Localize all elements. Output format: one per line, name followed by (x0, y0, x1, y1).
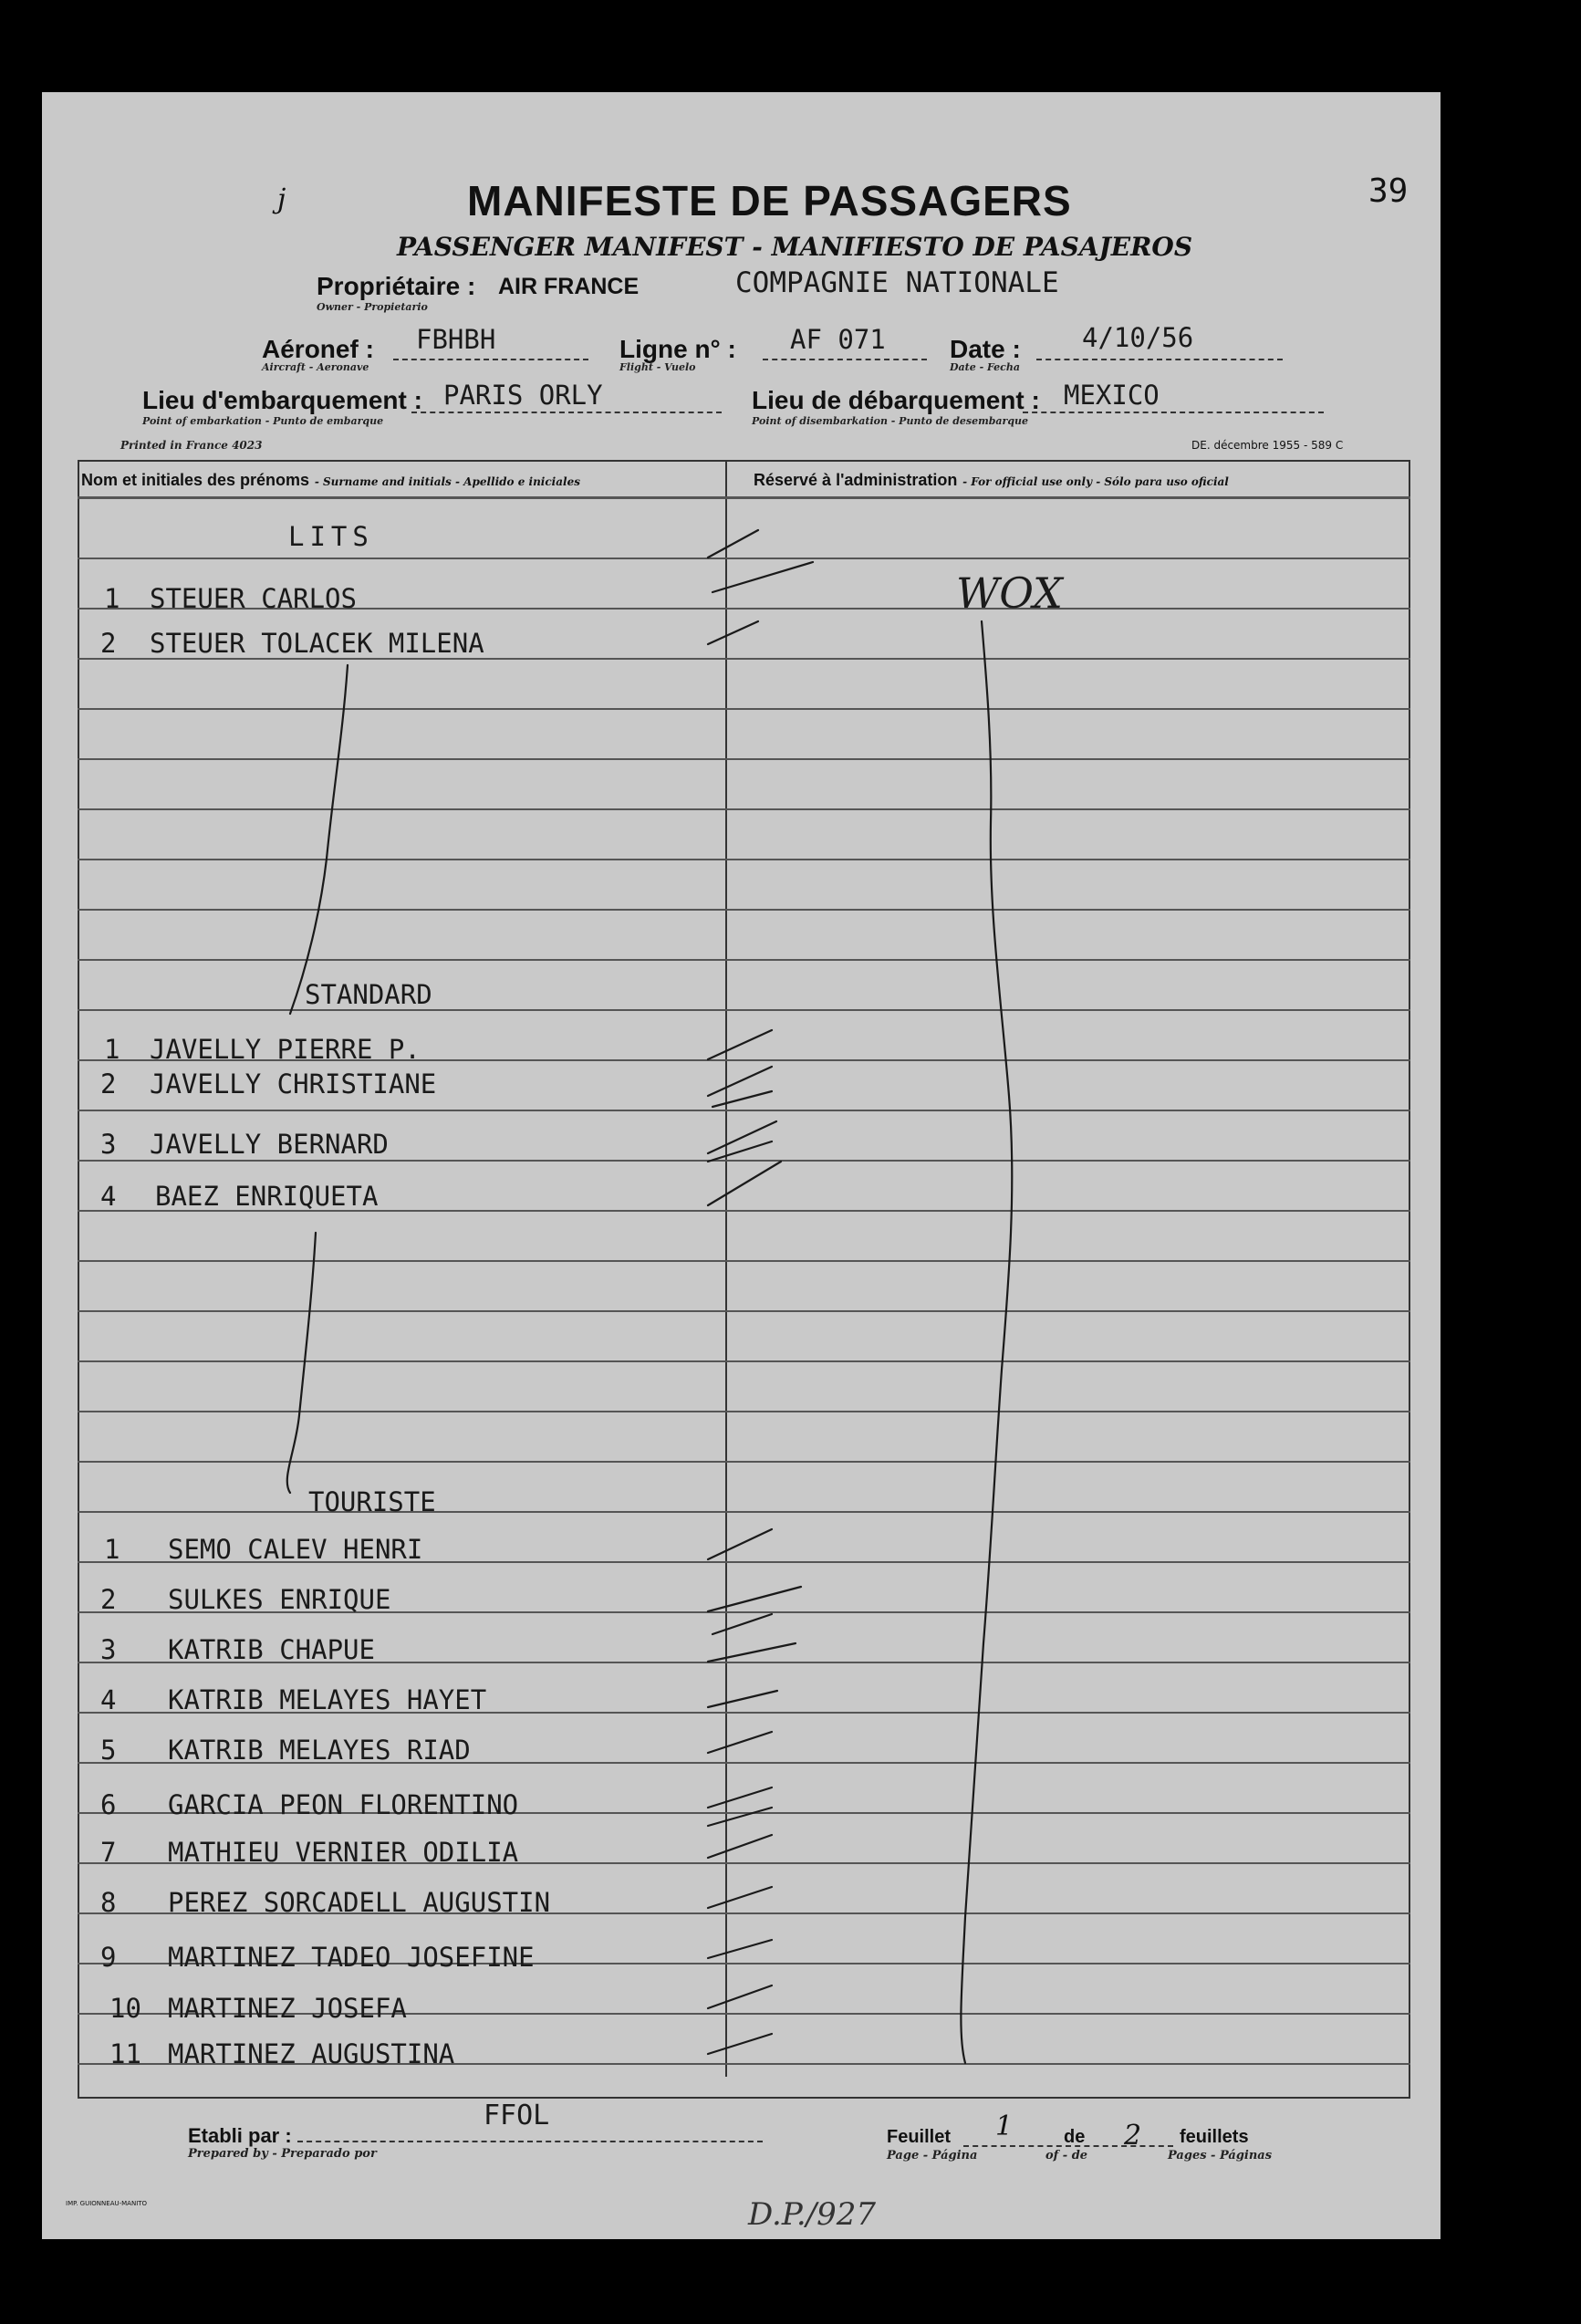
sheets-label: feuillets (1180, 2127, 1249, 2147)
of-label: de (1064, 2127, 1086, 2147)
owner-label: Propriétaire : (317, 272, 476, 300)
passenger-number: 1 (104, 1534, 120, 1565)
of-value: 2 (1124, 2120, 1142, 2152)
passenger-number: 7 (100, 1837, 117, 1868)
passenger-name: JAVELLY PIERRE P. (150, 1034, 421, 1065)
aircraft-value: FBHBH (416, 324, 496, 355)
passenger-name: MARTINEZ AUGUSTINA (168, 2038, 455, 2069)
col1-header-italic: - Surname and initials - Apellido e iniciales (314, 475, 580, 488)
passenger-number: 5 (100, 1735, 117, 1766)
embarkation-label: Lieu d'embarquement : (142, 386, 422, 414)
passenger-number: 8 (100, 1887, 117, 1918)
passenger-name: STEUER CARLOS (150, 583, 357, 614)
of-sublabel: of - de (1045, 2149, 1088, 2162)
passenger-number: 6 (100, 1789, 117, 1820)
passenger-number: 2 (100, 1584, 117, 1615)
passenger-number: 1 (104, 1034, 120, 1065)
prepared-by-value: FFOL (484, 2100, 550, 2131)
passenger-number: 4 (100, 1181, 117, 1212)
passenger-number: 2 (100, 628, 117, 659)
sheet-underline (963, 2145, 1173, 2147)
passenger-name: JAVELLY CHRISTIANE (150, 1068, 437, 1099)
passenger-number: 2 (100, 1068, 117, 1099)
sheet-label: Feuillet (887, 2127, 952, 2147)
flight-value: AF 071 (790, 324, 886, 355)
form-code: DE. décembre 1955 - 589 C (1191, 439, 1344, 452)
passenger-number: 11 (109, 2038, 141, 2069)
aircraft-underline (393, 359, 588, 360)
passenger-number: 10 (109, 1993, 141, 2024)
stray-pen-mark: j (277, 183, 286, 215)
date-underline (1036, 359, 1283, 360)
passenger-number: 1 (104, 583, 120, 614)
passenger-name: KATRIB MELAYES HAYET (168, 1684, 487, 1715)
printer-note: IMP. GUIONNEAU-MANITO (66, 2200, 148, 2207)
embarkation-value: PARIS ORLY (443, 380, 603, 411)
col1-header-bold: Nom et initiales des prénoms (81, 471, 310, 489)
prepared-by-label: Etabli par : (188, 2124, 292, 2147)
section-heading-touriste: TOURISTE (308, 1486, 436, 1517)
passenger-name: STEUER TOLACEK MILENA (150, 628, 484, 659)
owner-typed-value: COMPAGNIE NATIONALE (735, 266, 1059, 299)
embarkation-underline (411, 412, 722, 413)
archive-reference: D.P./927 (748, 2196, 877, 2233)
passenger-name: GARCIA PEON FLORENTINO (168, 1789, 519, 1820)
page-number: 39 (1368, 172, 1409, 210)
passenger-number: 3 (100, 1129, 117, 1160)
passenger-name: MARTINEZ JOSEFA (168, 1993, 407, 2024)
aircraft-sublabel: Aircraft - Aeronave (262, 361, 369, 373)
owner-sublabel: Owner - Propietario (317, 301, 428, 313)
section-heading-standard: STANDARD (305, 979, 432, 1010)
passenger-name: JAVELLY BERNARD (150, 1129, 389, 1160)
sheet-sublabel: Page - Página (887, 2149, 978, 2162)
passenger-name: MATHIEU VERNIER ODILIA (168, 1837, 519, 1868)
flight-sublabel: Flight - Vuelo (619, 361, 696, 373)
sheet-value: 1 (995, 2110, 1014, 2142)
passenger-name: KATRIB CHAPUE (168, 1634, 375, 1665)
disembarkation-underline (1023, 412, 1324, 413)
passenger-number: 9 (100, 1942, 117, 1973)
passenger-name: PEREZ SORCADELL AUGUSTIN (168, 1887, 551, 1918)
column-divider (725, 460, 727, 2077)
col2-header-italic: - For official use only - Sólo para uso oficial (962, 475, 1229, 488)
passenger-name: BAEZ ENRIQUETA (155, 1181, 379, 1212)
sheets-sublabel: Pages - Páginas (1168, 2149, 1273, 2162)
manifest-title: MANIFESTE DE PASSAGERS (467, 177, 1072, 224)
flight-underline (763, 359, 927, 360)
disembarkation-value: MEXICO (1064, 380, 1160, 411)
manifest-subtitle: PASSENGER MANIFEST - MANIFIESTO DE PASAJEROS (397, 232, 1193, 262)
aircraft-label: Aéronef : (262, 335, 374, 363)
passenger-name: KATRIB MELAYES RIAD (168, 1735, 471, 1766)
owner-printed-value: AIR FRANCE (498, 274, 640, 299)
disembarkation-sublabel: Point of disembarkation - Punto de desembarque (752, 415, 1029, 427)
passenger-number: 3 (100, 1634, 117, 1665)
passenger-name: MARTINEZ TADEO JOSEFINE (168, 1942, 535, 1973)
date-value: 4/10/56 (1082, 322, 1194, 353)
prepared-by-sublabel: Prepared by - Preparado por (188, 2147, 377, 2161)
col1-header (81, 471, 580, 490)
flight-label: Ligne n° : (619, 335, 736, 363)
handwritten-admin-mark: WOX (956, 568, 1063, 618)
printed-note: Printed in France 4023 (120, 439, 263, 452)
embarkation-sublabel: Point of embarkation - Punto de embarque (142, 415, 384, 427)
disembarkation-label: Lieu de débarquement : (752, 386, 1040, 414)
prepared-by-underline (297, 2141, 763, 2142)
col2-header-bold: Réservé à l'administration (754, 471, 958, 489)
date-sublabel: Date - Fecha (950, 361, 1020, 373)
passenger-number: 4 (100, 1684, 117, 1715)
passenger-name: SEMO CALEV HENRI (168, 1534, 423, 1565)
passenger-name: SULKES ENRIQUE (168, 1584, 391, 1615)
section-heading-lits: LITS (288, 521, 374, 552)
manifest-sheet (42, 92, 1441, 2239)
date-label: Date : (950, 335, 1021, 363)
col2-header (754, 471, 1229, 490)
table-header-rule (78, 496, 1410, 499)
